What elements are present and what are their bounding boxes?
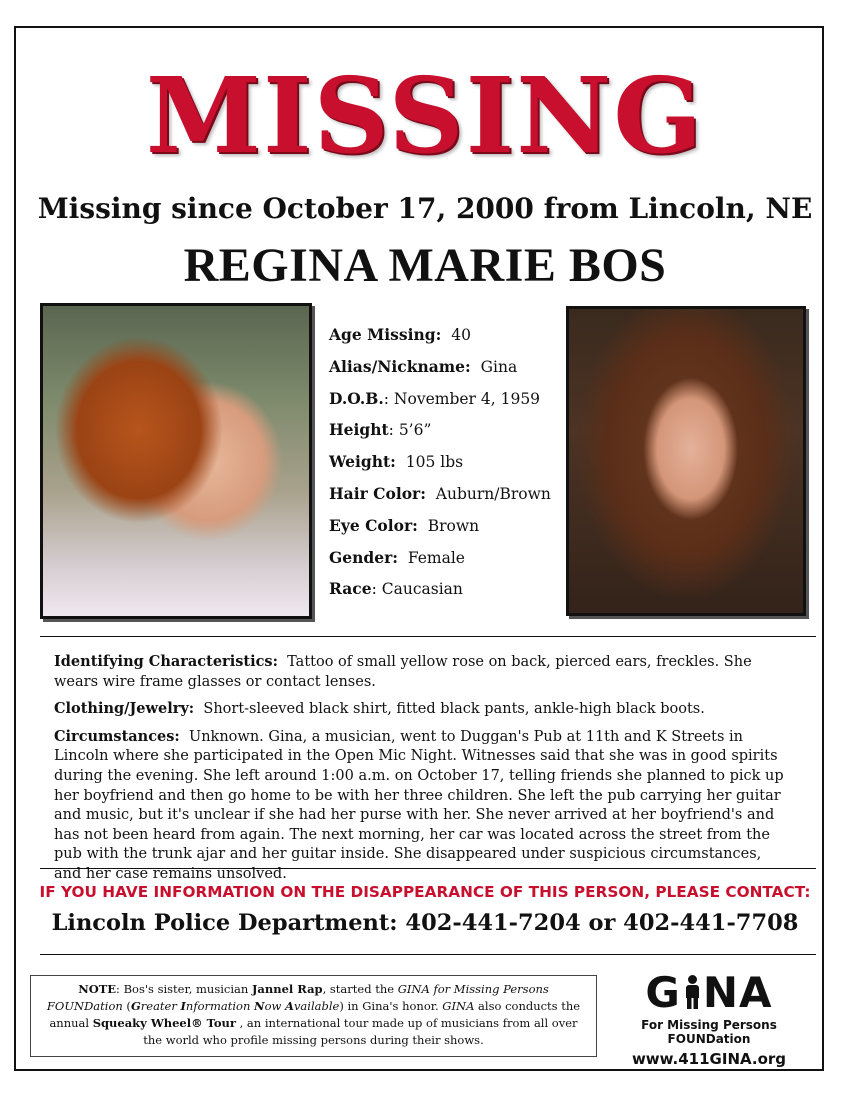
divider-bottom [40, 954, 816, 955]
fact-eye-color: Eye Color: Brown [329, 515, 480, 535]
details-section [54, 652, 792, 892]
fact-hair-color: Hair Color: Auburn/Brown [329, 483, 551, 503]
clothing-jewelry: Clothing/Jewelry: Short-sleeved black shirt, fitted black pants, ankle-high black boots. [54, 700, 705, 718]
missing-since-line: Missing since October 17, 2000 from Lincoln, NE [37, 192, 813, 225]
logo-subtitle: For Missing Persons FOUNDation [641, 1018, 777, 1046]
identifying-characteristics: Identifying Characteristics: Tattoo of small yellow rose on back, pierced ears, freckles. She wears wire frame glasses or contact lenses. [54, 653, 752, 690]
photo-left [40, 303, 312, 619]
person-figure-icon [681, 975, 703, 1009]
gina-wordmark: G NA [645, 968, 773, 1017]
fact-height: Height: 5’6” [329, 420, 432, 440]
facts-list [329, 325, 559, 611]
fact-age-missing: Age Missing: 40 [329, 325, 471, 344]
gina-logo [606, 970, 812, 1068]
divider-top [40, 636, 816, 637]
missing-headline: MISSING [145, 54, 705, 177]
fact-race: Race: Caucasian [329, 579, 463, 599]
fact-dob: D.O.B.: November 4, 1959 [329, 388, 541, 408]
note-box: NOTE: Bos's sister, musician Jannel Rap, started the GINA for Missing Persons FOUNDation (Greater Information Now Available) in Gina's honor. GINA also conducts the annual Squeaky Wheel® Tour , an international tour made up of musicians from all over the world who profile missing persons during their shows. [30, 975, 597, 1057]
person-name: REGINA MARIE BOS [183, 239, 667, 292]
photo-right [566, 306, 806, 616]
circumstances: Circumstances: Unknown. Gina, a musician, went to Duggan's Pub at 11th and K Streets in Lincoln where she participated in the Open Mic Night. Witnesses said that she was in good spirits during the evening. She left around 1:00 a.m. on October 17, telling friends she planned to pick up her boyfriend and then go home to be with her three children. She left the pub carrying her guitar and music, but it's unclear if she had her purse with her. She never arrived at her boyfriend's and has not been heard from again. The next morning, her car was located across the street from the pub with the trunk ajar and her guitar inside. She disappeared under suspicious circumstances, and her case remains unsolved. [54, 727, 784, 882]
contact-phone-line: Lincoln Police Department: 402-441-7204 or 402-441-7708 [51, 910, 799, 936]
contact-heading: IF YOU HAVE INFORMATION ON THE DISAPPEARANCE OF THIS PERSON, PLEASE CONTACT: [39, 883, 811, 901]
fact-gender: Gender: Female [329, 547, 465, 567]
fact-alias: Alias/Nickname: Gina [329, 356, 518, 376]
divider-middle [40, 868, 816, 869]
fact-weight: Weight: 105 lbs [329, 452, 464, 472]
logo-url: www.411GINA.org [631, 1050, 787, 1068]
